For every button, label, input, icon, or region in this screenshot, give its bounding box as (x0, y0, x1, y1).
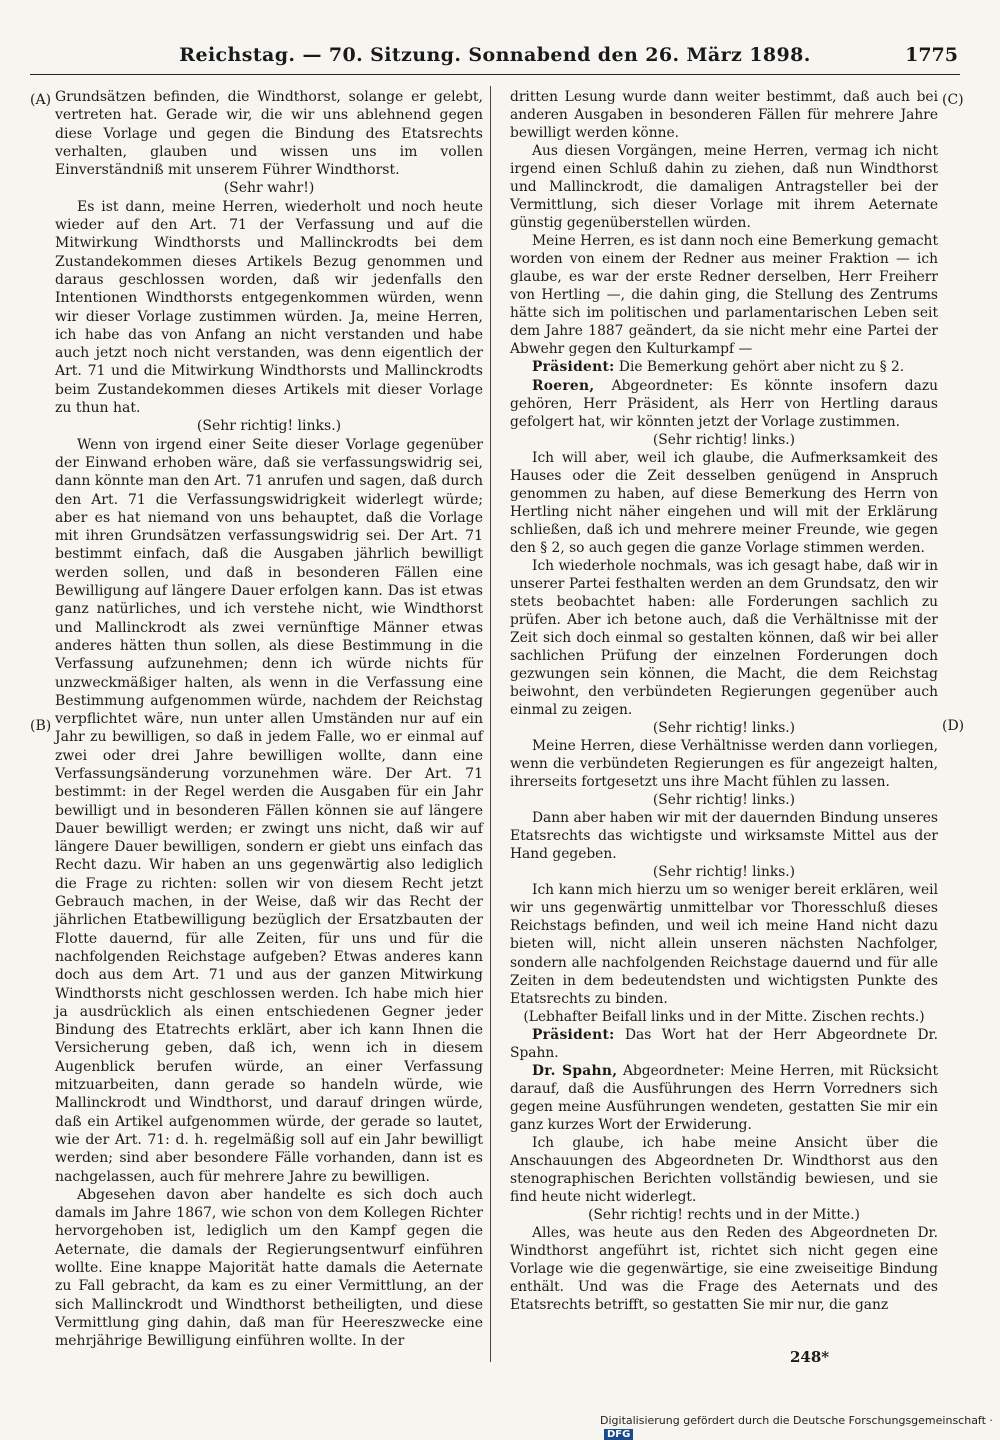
paragraph (510, 881, 938, 1007)
margin-marker-c: (C) (942, 92, 964, 108)
paragraph (510, 142, 938, 232)
paragraph (55, 1186, 483, 1351)
speaker-name: Präsident: (532, 1026, 615, 1043)
interjection (55, 179, 483, 197)
paragraph-text: Die Bemerkung gehört aber nicht zu § 2. (614, 359, 905, 376)
paragraph (510, 737, 938, 791)
right-column (510, 88, 938, 1314)
paragraph (510, 358, 938, 376)
paragraph (510, 557, 938, 719)
paragraph (510, 449, 938, 557)
interjection (510, 863, 938, 881)
paragraph-text: Wenn von irgend einer Seite dieser Vorlage gegenüber der Einwand erhoben wäre, daß sie verfassungswidrig sei, dann könnte man den Art. 71 anrufen und sagen, daß durch den Art. 71 die Verfassungswidrigkeit widerlegt würde; aber es hat niemand von uns behauptet, daß die Vorlage mit ihren Grundsätzen verfassungswidrig sei. Der Art. 71 bestimmt einfach, daß die Ausgaben jährlich bewilligt werden sollen, und daß in besonderen Fällen eine Bewilligung auf längere Dauer erfolgen kann. Das ist etwas ganz natürliches, und ich verstehe nicht, wie Windthorst und Mallinckrodt als zwei vernünftige Männer etwas anderes hätten thun sollen, als diese Bestimmung in die Verfassung aufzunehmen; denn ich würde nichts für unzweckmäßiger halten, als wenn in die Verfassung eine Bestimmung aufgenommen würde, nachdem der Reichstag verpflichtet wäre, nun unter allen Umständen nur auf ein Jahr zu bewilligen, so daß in jedem Falle, wo er einmal auf zwei oder drei Jahre bewilligen wollte, dann eine Verfassungsänderung vorzunehmen wäre. Der Art. 71 bestimmt: in der Regel werden die Ausgaben für ein Jahr bewilligt und in besonderen Fällen können sie auf längere Dauer bewilligt werden; er zwingt uns nicht, daß wir auf längere Dauer bewilligen, sondern er giebt uns einfach das Recht dazu. Wir haben an uns gegenwärtig also lediglich die Frage zu richten: sollen wir von diesem Recht jetzt Gebrauch machen, in der Weise, daß wir das Recht der jährlichen Etatbewilligung bezüglich der Ersatzbauten der Flotte dauernd, für alle Zeiten, für uns und für die nachfolgenden Reichstage aufgeben? Etwas anderes kann doch aus dem Art. 71 und aus der ganzen Mitwirkung Windthorsts nicht geschlossen werden. Ich habe mich hier ja ausdrücklich als einen entschiedenen Gegner jeder Bindung des Etatrechts erklärt, aber ich kann Ihnen die Versicherung geben, daß ich, wenn ich in diesem Augenblick berufen würde, an einer Verfassung mitzuarbeiten, dann gerade so handeln würde, wie Mallinckrodt und Windthorst, und darauf dringen würde, daß ein Artikel aufgenommen würde, der gerade so lautet, wie der Art. 71: d. h. regelmäßig soll auf ein Jahr bewilligt werden; sind aber besondere Fälle vorhanden, dann ist es nachgelassen, auch für mehrere Jahre zu bewilligen. (55, 436, 483, 1185)
paragraph-text: Abgeordneter: Meine Herren, mit Rücksicht darauf, daß die Ausführungen des Herrn Vorredners sich gegen meine Ausführungen wendeten, gestatten Sie mir ein ganz kurzes Wort der Erwiderung. (510, 1062, 938, 1133)
paragraph-text: Dann aber haben wir mit der dauernden Bindung unseres Etatsrechts das wichtigste und wirksamste Mittel aus der Hand gegeben. (510, 810, 938, 863)
paragraph-text: Ich will aber, weil ich glaube, die Aufmerksamkeit des Hauses oder die Zeit desselben genügend in Anspruch genommen zu haben, auf diese Bemerkung des Herrn von Hertling nicht näher eingehen und will mit der Erklärung schließen, daß ich und mehrere meiner Freunde, wie gegen den § 2, so auch gegen die ganze Vorlage stimmen werden. (510, 449, 938, 556)
paragraph-text: (Sehr wahr!) (223, 180, 315, 197)
interjection (510, 1206, 938, 1224)
interjection (55, 417, 483, 435)
paragraph (510, 1062, 938, 1134)
footer (600, 1414, 1000, 1440)
paragraph-text: (Sehr richtig! links.) (652, 792, 796, 809)
paragraph-text: Aus diesen Vorgängen, meine Herren, vermag ich nicht irgend einen Schluß dahin zu ziehen, daß nun Windthorst und Mallinckrodt, die damaligen Antragsteller bei der Vermittlung, sich dieser Vorlage mit ihrem Aeternate günstig gegenüberstellen würden. (510, 143, 938, 232)
paragraph-text: (Sehr richtig! rechts und in der Mitte.) (588, 1206, 860, 1223)
margin-marker-a: (A) (30, 92, 52, 108)
header-title: Reichstag. — 70. Sitzung. Sonnabend den 26. März 1898. (179, 44, 811, 66)
dfg-logo-icon: DFG (604, 1429, 633, 1440)
paragraph-text: Meine Herren, diese Verhältnisse werden dann vorliegen, wenn die verbündeten Regierungen es für angezeigt halten, ihrerseits fortgesetzt uns ihre Macht fühlen zu lassen. (510, 738, 938, 791)
interjection (510, 719, 938, 737)
paragraph (510, 232, 938, 358)
margin-marker-b: (B) (30, 718, 52, 734)
sheet-signature: 248* (790, 1348, 830, 1366)
interjection (510, 431, 938, 449)
paragraph (55, 436, 483, 1186)
page-number: 1775 (905, 44, 958, 66)
speaker-name: Roeren, (532, 377, 595, 394)
paragraph-text: (Sehr richtig! links.) (652, 720, 796, 737)
paragraph-text: Ich glaube, ich habe meine Ansicht über die Anschauungen des Abgeordneten Dr. Windthorst aus den stenographischen Berichten vollständig bewiesen, und sie find heute nicht widerlegt. (510, 1134, 938, 1205)
paragraph (510, 377, 938, 431)
paragraph-text: Ich wiederhole nochmals, was ich gesagt habe, daß wir in unserer Partei festhalten werden an dem Grundsatz, den wir stets beobachtet haben: alle Forderungen sachlich zu prüfen. Aber ich betone auch, daß die Verhältnisse mit der Zeit sich doch einmal so gestalten können, daß wir bei aller sachlichen Prüfung der einzelnen Forderungen doch gezwungen sein können, die Macht, die dem Reichstag beiwohnt, den verbündeten Regierungen gegenüber auch einmal zu zeigen. (510, 557, 938, 719)
footer-credit: Digitalisierung gefördert durch die Deutsche Forschungsgemeinschaft · (600, 1414, 993, 1427)
paragraph-text: (Sehr richtig! links.) (196, 418, 342, 435)
paragraph-text: Abgeordneter: Es könnte insofern dazu gehören, Herr Präsident, als Herr von Hertling daraus gefolgert hat, wir könnten jetzt der Vorlage zustimmen. (510, 377, 938, 430)
paragraph-text: Alles, was heute aus den Reden des Abgeordneten Dr. Windthorst angeführt ist, richtet sich nicht gegen eine Vorlage wie die gegenwärtige, sie eine zweiseitige Bindung enthält. Und was die Frage des Aeternats und des Etatsrechts betrifft, so gestatten Sie mir nur, die ganz (510, 1224, 938, 1314)
paragraph-text: Ich kann mich hierzu um so weniger bereit erklären, weil wir uns gegenwärtig unmittelbar vor Thoresschluß dieses Reichstags befinden, und weil ich meine Hand nicht dazu bieten will, nicht allein unseren nächsten Nachfolger, sondern alle nachfolgenden Reichstage dauernd und für alle Zeiten in dem bedeutendsten und wichtigsten Punkte des Etatsrechts zu binden. (510, 882, 938, 1007)
paragraph (510, 1134, 938, 1206)
paragraph (55, 198, 483, 418)
margin-marker-d: (D) (942, 718, 965, 734)
interjection (510, 1008, 938, 1026)
paragraph-text: dritten Lesung wurde dann weiter bestimmt, daß auch bei anderen Ausgaben in besonderen Fällen für mehrere Jahre bewilligt werden könne. (510, 89, 938, 142)
paragraph (510, 88, 938, 142)
paragraph (510, 1224, 938, 1314)
paragraph-text: Abgesehen davon aber handelte es sich doch auch damals im Jahre 1867, wie schon von dem Kollegen Richter hervorgehoben ist, lediglich um den Kampf gegen die Aeternate, die damals der Regierungsentwurf einführen wollte. Eine knappe Majorität hatte damals die Aeternate zu Fall gebracht, da kam es zu einer Vermittlung, an der sich Mallinckrodt und Windthorst betheiligten, und diese Vermittlung ging dahin, daß man für Heereszwecke eine mehrjährige Bewilligung einführen wollte. In der (55, 1186, 483, 1350)
running-header (30, 40, 960, 75)
paragraph-text: (Lebhafter Beifall links und in der Mitte. Zischen rechts.) (523, 1008, 925, 1025)
speaker-name: Präsident: (532, 359, 615, 376)
paragraph-text: Es ist dann, meine Herren, wiederholt und noch heute wieder auf den Art. 71 der Verfassung und auf die Mitwirkung Windthorsts und Mallinckrodts bei dem Zustandekommen dieses Artikels Bezug genommen und daraus geschlossen worden, daß wir jedenfalls den Intentionen Windthorsts entgegenkommen würden, wenn wir dieser Vorlage zustimmen würden. Ja, meine Herren, ich habe das von Anfang an nicht verstanden und habe auch jetzt noch nicht verstanden, was denn eigentlich der Art. 71 und die Mitwirkung Windthorsts und Mallinckrodts beim Zustandekommen dieses Artikels mit dieser Vorlage zu thun hat. (55, 198, 483, 417)
paragraph-text: (Sehr richtig! links.) (652, 864, 796, 881)
paragraph-text: Grundsätzen befinden, die Windthorst, solange er gelebt, vertreten hat. Gerade wir, die wir uns ablehnend gegen diese Vorlage und gegen die Bindung des Etatsrechts verhalten, glauben und wissen uns im vollen Einverständniß mit unserem Führer Windthorst. (55, 89, 483, 179)
left-column (55, 88, 483, 1350)
paragraph-text: (Sehr richtig! links.) (652, 431, 796, 448)
column-divider (490, 86, 491, 1362)
speaker-name: Dr. Spahn, (532, 1062, 618, 1079)
paragraph-text: Das Wort hat der Herr Abgeordnete Dr. Spahn. (510, 1026, 938, 1061)
paragraph (510, 1026, 938, 1062)
paragraph (55, 88, 483, 179)
interjection (510, 791, 938, 809)
paragraph-text: Meine Herren, es ist dann noch eine Bemerkung gemacht worden von einem der Redner aus meiner Fraktion — ich glaube, es war der erste Redner derselben, Herr Freiherr von Hertling —, die dahin ging, die Stellung des Zentrums hätte sich im politischen und parlamentarischen Leben seit dem Jahre 1887 geändert, da sie nicht mehr eine Partei der Abwehr gegen den Kulturkampf — (510, 233, 938, 358)
paragraph (510, 809, 938, 863)
